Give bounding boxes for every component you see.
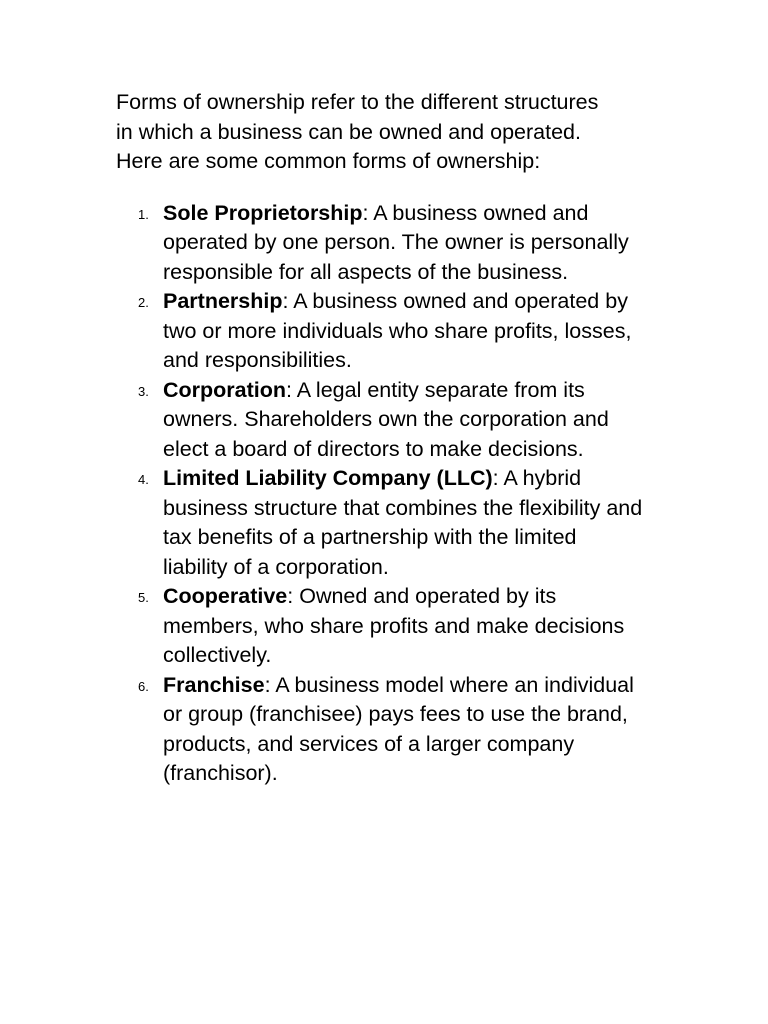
intro-paragraph: Forms of ownership refer to the different structures in which a business can be owned and operated. Here are some common forms of ownership:	[116, 90, 599, 173]
term-partnership: Partnership	[163, 289, 283, 313]
term-separator: :	[287, 584, 294, 608]
list-item-text	[163, 287, 643, 376]
description-llc: A hybrid business structure that combines the flexibility and tax benefits of a partnership with the limited liability of a corporation.	[163, 466, 643, 579]
term-corporation: Corporation	[163, 377, 287, 402]
description-franchise: A business model where an individual or group (franchisee) pays fees to use the brand, products, and services of a larger company (franchisor).	[163, 672, 634, 785]
term-franchise: Franchise	[163, 672, 265, 697]
term-separator: :	[362, 200, 369, 225]
term-sole-proprietorship: Sole Proprietorship	[163, 200, 363, 225]
list-item-sole-proprietorship	[116, 199, 648, 288]
list-number: 4.	[138, 472, 149, 487]
list-item-text	[163, 376, 643, 465]
term-cooperative: Cooperative	[163, 584, 288, 608]
list-number: 6.	[138, 678, 149, 694]
list-number: 5.	[138, 590, 149, 605]
description-sole-proprietorship: A business owned and operated by one person. The owner is personally responsible for all aspects of the business.	[163, 200, 629, 284]
term-separator: :	[264, 672, 271, 697]
term-llc: Limited Liability Company (LLC)	[163, 466, 493, 490]
list-number: 1.	[138, 206, 149, 222]
list-item-corporation	[116, 376, 648, 465]
list-item-text	[163, 464, 643, 582]
list-item-text	[163, 671, 643, 789]
list-item-partnership	[116, 287, 648, 376]
description-partnership: A business owned and operated by two or more individuals who share profits, losses, and responsibilities.	[163, 289, 632, 372]
term-separator: :	[282, 289, 289, 313]
ownership-forms-list	[116, 199, 648, 789]
list-item-cooperative	[116, 582, 648, 671]
list-item-text	[163, 199, 643, 288]
list-item-llc	[116, 464, 648, 582]
term-separator: :	[492, 466, 499, 490]
list-item-text	[163, 582, 643, 671]
list-item-franchise	[116, 671, 648, 789]
description-cooperative: Owned and operated by its members, who share profits and make decisions collectively.	[163, 584, 625, 667]
list-number: 2.	[138, 295, 149, 310]
list-number: 3.	[138, 383, 149, 399]
description-corporation: A legal entity separate from its owners. Shareholders own the corporation and elect a board of directors to make decisions.	[163, 377, 609, 461]
term-separator: :	[286, 377, 293, 402]
